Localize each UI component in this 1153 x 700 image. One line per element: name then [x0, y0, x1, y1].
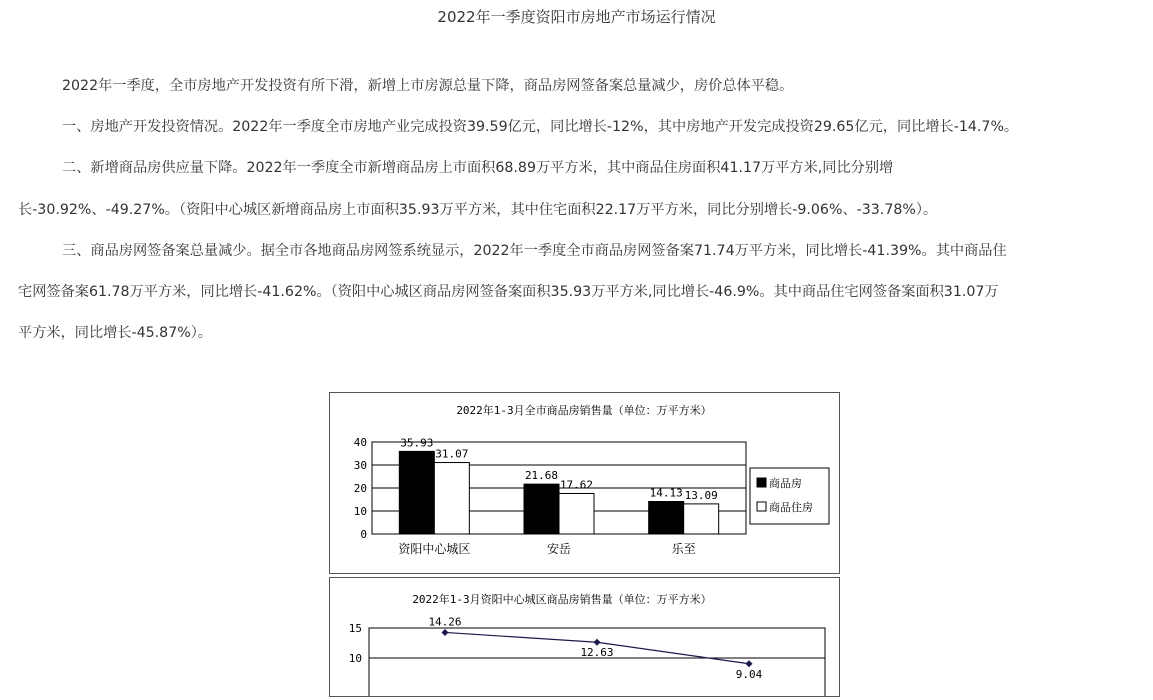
- bar-value-label: 13.09: [684, 488, 718, 502]
- line-plot-area: [369, 628, 825, 696]
- bar-value-label: 35.93: [400, 436, 434, 450]
- page-title: 2022年一季度资阳市房地产市场运行情况: [437, 8, 716, 26]
- bar-ytick-label: 0: [360, 528, 367, 541]
- line-value-label: 14.26: [428, 615, 462, 629]
- bar-chart-svg: [330, 393, 839, 573]
- bar-ytick-label: 30: [353, 459, 367, 472]
- bar-commercial: [524, 484, 559, 534]
- bar-residential: [559, 493, 594, 534]
- bar-residential: [684, 504, 719, 534]
- line-ytick-label: 10: [348, 652, 362, 665]
- paragraph-sales-line3: 平方米，同比增长-45.87%）。: [18, 325, 212, 341]
- bar-chart-panel: [329, 392, 840, 574]
- line-value-label: 9.04: [735, 667, 763, 681]
- paragraph-sales-line2: 宅网签备案61.78万平方米，同比增长-41.62%。（资阳中心城区商品房网签备案面积35.93万平方米,同比增长-46.9%。其中商品住宅网签备案面积31.07万: [18, 284, 999, 300]
- bar-commercial: [399, 451, 434, 534]
- paragraph-supply-line1: 二、新增商品房供应量下降。2022年一季度全市新增商品房上市面积68.89万平方米，其中商品住房面积41.17万平方米,同比分别增: [62, 160, 894, 176]
- bar-category-label: 资阳中心城区: [398, 542, 471, 556]
- legend-swatch-commercial: [757, 478, 766, 487]
- bar-ytick-label: 20: [353, 482, 367, 495]
- bar-value-label: 21.68: [524, 469, 559, 483]
- paragraph-supply-line2: 长-30.92%、-49.27%。（资阳中心城区新增商品房上市面积35.93万平方米，其中住宅面积22.17万平方米，同比分别增长-9.06%、-33.78%）。: [18, 202, 938, 218]
- bar-value-label: 14.13: [649, 486, 683, 500]
- paragraph-sales-line1: 三、商品房网签备案总量减少。据全市各地商品房网签系统显示，2022年一季度全市商品房网签备案71.74万平方米，同比增长-41.39%。其中商品住: [62, 243, 1007, 259]
- paragraph-summary: 2022年一季度，全市房地产开发投资有所下滑，新增上市房源总量下降，商品房网签备案总量减少，房价总体平稳。: [62, 78, 794, 94]
- bar-ytick-label: 40: [353, 436, 367, 449]
- bar-ytick-label: 10: [353, 505, 367, 518]
- bar-chart-title: 2022年1-3月全市商品房销售量（单位：万平方米）: [456, 404, 712, 417]
- line-chart-panel: [329, 577, 840, 697]
- legend-swatch-residential: [757, 502, 766, 511]
- line-point: [594, 639, 601, 646]
- line-point: [442, 629, 449, 636]
- line-point: [746, 660, 753, 667]
- bar-category-label: 安岳: [546, 542, 572, 556]
- line-ytick-label: 15: [348, 622, 362, 635]
- bar-value-label: 17.62: [559, 478, 594, 492]
- bar-category-label: 乐至: [671, 542, 696, 556]
- bar-commercial: [649, 502, 684, 534]
- line-chart-svg: [330, 578, 839, 696]
- paragraph-investment: 一、房地产开发投资情况。2022年一季度全市房地产业完成投资39.59亿元，同比增长-12%，其中房地产开发完成投资29.65亿元，同比增长-14.7%。: [62, 119, 1019, 135]
- legend-label-residential: 商品住房: [769, 501, 813, 514]
- line-value-label: 12.63: [580, 646, 614, 660]
- bar-value-label: 31.07: [435, 447, 469, 461]
- bar-residential: [434, 463, 469, 534]
- line-chart-title: 2022年1-3月资阳中心城区商品房销售量（单位：万平方米）: [412, 593, 712, 606]
- legend-label-commercial: 商品房: [769, 477, 802, 490]
